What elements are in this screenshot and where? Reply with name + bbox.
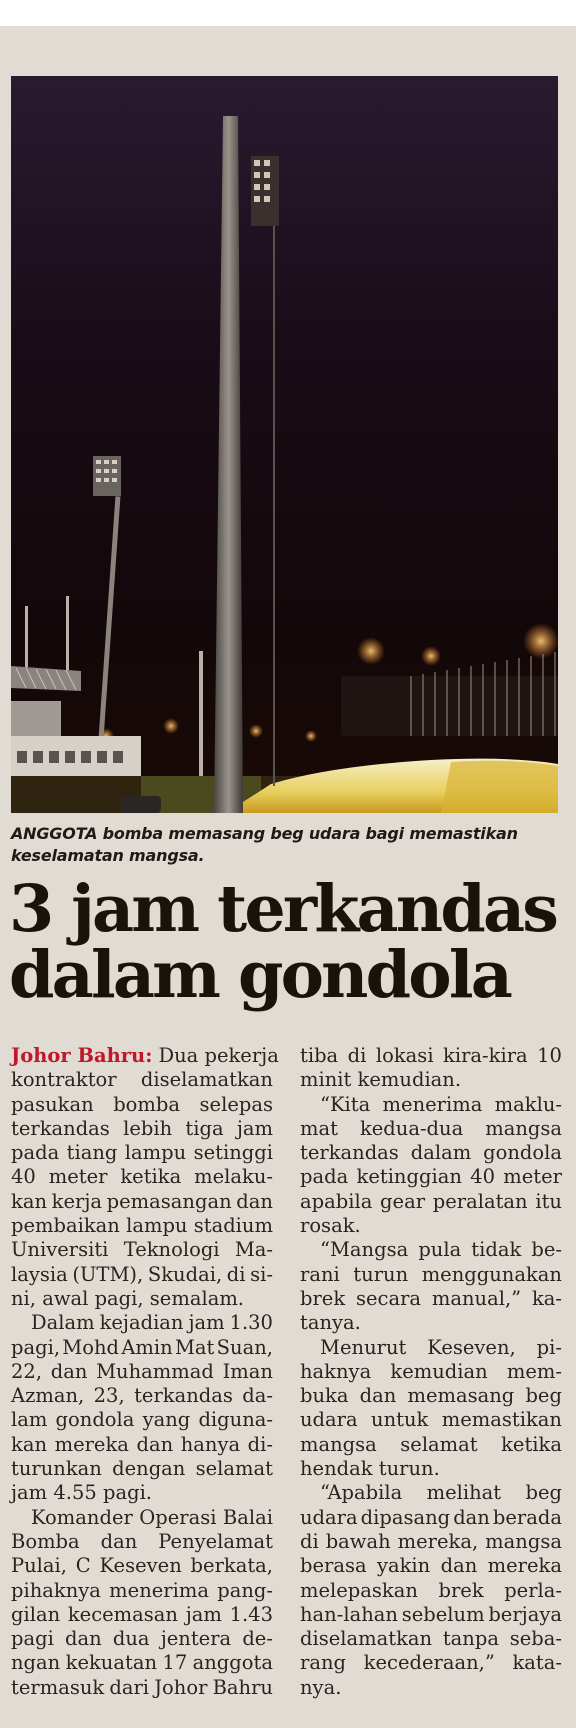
article-text: ngan kekuatan 17 anggota xyxy=(11,1651,273,1675)
caption-line: ANGGOTA bomba memasang beg udara bagi memastikan xyxy=(11,824,518,843)
article-text: Menurut Keseven, pi- xyxy=(320,1335,562,1359)
article-text-line xyxy=(11,1627,273,1651)
article-text: laysia (UTM), Skudai, di si- xyxy=(11,1262,273,1286)
article-text: berasa yakin dan mereka xyxy=(300,1554,562,1578)
article-text: Dua pekerja xyxy=(158,1044,279,1067)
article-text-line xyxy=(300,1530,562,1554)
article-text: Dalam kejadian jam 1.30 xyxy=(31,1311,273,1335)
article-text: Azman, 23, terkandas da- xyxy=(11,1384,273,1408)
article-text: gilan kecemasan jam 1.43 xyxy=(11,1602,273,1626)
article-text: udara untuk memastikan xyxy=(300,1408,562,1432)
dateline: Johor Bahru: xyxy=(11,1044,153,1067)
article-text-line xyxy=(11,1579,273,1603)
article-text-line xyxy=(300,1068,562,1092)
article-text: terkandas dalam gondola xyxy=(300,1141,562,1165)
article-text: termasuk dari Johor Bahru xyxy=(11,1675,273,1699)
article-text-line xyxy=(11,1360,273,1384)
article-text: rani turun menggunakan xyxy=(300,1262,562,1286)
article-text: rang kecederaan,” kata- xyxy=(300,1651,562,1675)
article-text-line xyxy=(300,1481,562,1505)
article-text-line xyxy=(300,1384,562,1408)
article-text-line xyxy=(11,1433,273,1457)
article-text-line xyxy=(300,1093,562,1117)
article-text-line xyxy=(300,1214,562,1238)
article-text-line xyxy=(11,1238,273,1262)
photo-caption xyxy=(11,823,561,867)
article-text-line xyxy=(11,1214,273,1238)
article-text: tiba di lokasi kira-kira 10 xyxy=(300,1044,562,1067)
article-text: terkandas lebih tiga jam xyxy=(11,1116,273,1140)
headline-line-2: dalam gondola xyxy=(9,937,511,1013)
article-text-line xyxy=(11,1311,273,1335)
article-text: diselamatkan tanpa seba- xyxy=(300,1627,562,1651)
article-text-line xyxy=(300,1190,562,1214)
article-text: Komander Operasi Balai xyxy=(31,1505,273,1529)
article-text: apabila gear peralatan itu xyxy=(300,1189,562,1213)
article-text: Universiti Teknologi Ma- xyxy=(11,1238,273,1262)
article-text: pada ketinggian 40 meter xyxy=(300,1165,562,1189)
article-text: pada tiang lampu setinggi xyxy=(11,1141,273,1165)
caption-line: keselamatan mangsa. xyxy=(11,846,205,865)
headline-line-1: 3 jam terkandas xyxy=(9,871,557,947)
article-text: kan kerja pemasangan dan xyxy=(11,1189,273,1213)
article-text: “Apabila melihat beg xyxy=(320,1481,562,1505)
article-text-line xyxy=(300,1165,562,1189)
article-text-line xyxy=(300,1141,562,1165)
article-text: hendak turun. xyxy=(300,1457,440,1481)
article-column-left xyxy=(11,1044,279,1700)
article-text-line xyxy=(300,1554,562,1578)
article-text-line xyxy=(11,1165,273,1189)
article-text-line xyxy=(300,1627,562,1651)
article-text-line xyxy=(300,1238,562,1262)
article-text: di bawah mereka, mangsa xyxy=(300,1529,562,1553)
article-text-line xyxy=(11,1676,273,1700)
article-text-line xyxy=(300,1311,562,1335)
article-text: tanya. xyxy=(300,1311,361,1335)
article-text: Bomba dan Penyelamat xyxy=(11,1529,273,1553)
news-photo xyxy=(11,76,558,813)
article-text-line xyxy=(11,1263,273,1287)
article-text-line xyxy=(300,1336,562,1360)
article-text: Pulai, C Keseven berkata, xyxy=(11,1554,273,1578)
headline xyxy=(9,871,569,1013)
article-text-line xyxy=(11,1190,273,1214)
article-text-line xyxy=(11,1530,273,1554)
article-text-line xyxy=(300,1676,562,1700)
article-text: udara dipasang dan berada xyxy=(300,1505,562,1529)
article-text-line xyxy=(11,1457,273,1481)
article-text-line xyxy=(300,1117,562,1141)
article-text-line xyxy=(11,1481,273,1505)
article-text-line xyxy=(300,1287,562,1311)
article-text-line xyxy=(300,1433,562,1457)
article-text: pagi dan dua jentera de- xyxy=(11,1627,273,1651)
article-text-line xyxy=(300,1360,562,1384)
article-text: lam gondola yang diguna- xyxy=(11,1408,273,1432)
article-text: jam 4.55 pagi. xyxy=(11,1481,153,1505)
article-text: minit kemudian. xyxy=(300,1068,462,1092)
article-text-line xyxy=(300,1044,562,1068)
article-text: pembaikan lampu stadium xyxy=(11,1214,273,1238)
article-text: kan mereka dan hanya di- xyxy=(11,1432,273,1456)
article-text: 22, dan Muhammad Iman xyxy=(11,1359,273,1383)
article-text: kontraktor diselamatkan xyxy=(11,1068,273,1092)
newspaper-clipping xyxy=(0,26,576,1728)
article-text: “Mangsa pula tidak be- xyxy=(320,1238,562,1262)
article-text: nya. xyxy=(300,1675,342,1699)
article-text: “Kita menerima maklu- xyxy=(320,1092,562,1116)
article-text-line xyxy=(300,1579,562,1603)
article-text: turunkan dengan selamat xyxy=(11,1457,273,1481)
article-text: pagi, Mohd Amin Mat Suan, xyxy=(11,1335,273,1359)
article-text: pasukan bomba selepas xyxy=(11,1092,273,1116)
article-text-line xyxy=(11,1384,273,1408)
article-text-line xyxy=(11,1068,273,1092)
article-text-line xyxy=(11,1506,273,1530)
article-text-line xyxy=(11,1408,273,1432)
article-text: buka dan memasang beg xyxy=(300,1384,562,1408)
article-text: mat kedua-dua mangsa xyxy=(300,1116,562,1140)
stadium-floodlight-night-photo xyxy=(11,76,558,813)
article-text-line xyxy=(11,1044,279,1068)
article-text-line xyxy=(300,1651,562,1675)
article-text: ni, awal pagi, semalam. xyxy=(11,1286,245,1310)
article-text-line xyxy=(300,1408,562,1432)
article-text: mangsa selamat ketika xyxy=(300,1432,562,1456)
article-text-line xyxy=(11,1336,273,1360)
article-text-line xyxy=(300,1603,562,1627)
article-text: melepaskan brek perla- xyxy=(300,1578,562,1602)
article-text: brek secara manual,” ka- xyxy=(300,1286,562,1310)
article-text: rosak. xyxy=(300,1214,361,1238)
article-text: haknya kemudian mem- xyxy=(300,1359,562,1383)
article-text-line xyxy=(11,1141,273,1165)
article-text-line xyxy=(11,1117,273,1141)
article-text-line xyxy=(11,1603,273,1627)
article-text: pihaknya menerima pang- xyxy=(11,1578,273,1602)
article-text: 40 meter ketika melaku- xyxy=(11,1165,273,1189)
article-text-line xyxy=(11,1554,273,1578)
article-text-line xyxy=(11,1287,273,1311)
article-text-line xyxy=(300,1506,562,1530)
article-text-line xyxy=(300,1263,562,1287)
article-text-line xyxy=(11,1093,273,1117)
article-text-line xyxy=(300,1457,562,1481)
article-text: han-lahan sebelum berjaya xyxy=(300,1602,562,1626)
article-text-line xyxy=(11,1651,273,1675)
article-column-right xyxy=(300,1044,562,1700)
